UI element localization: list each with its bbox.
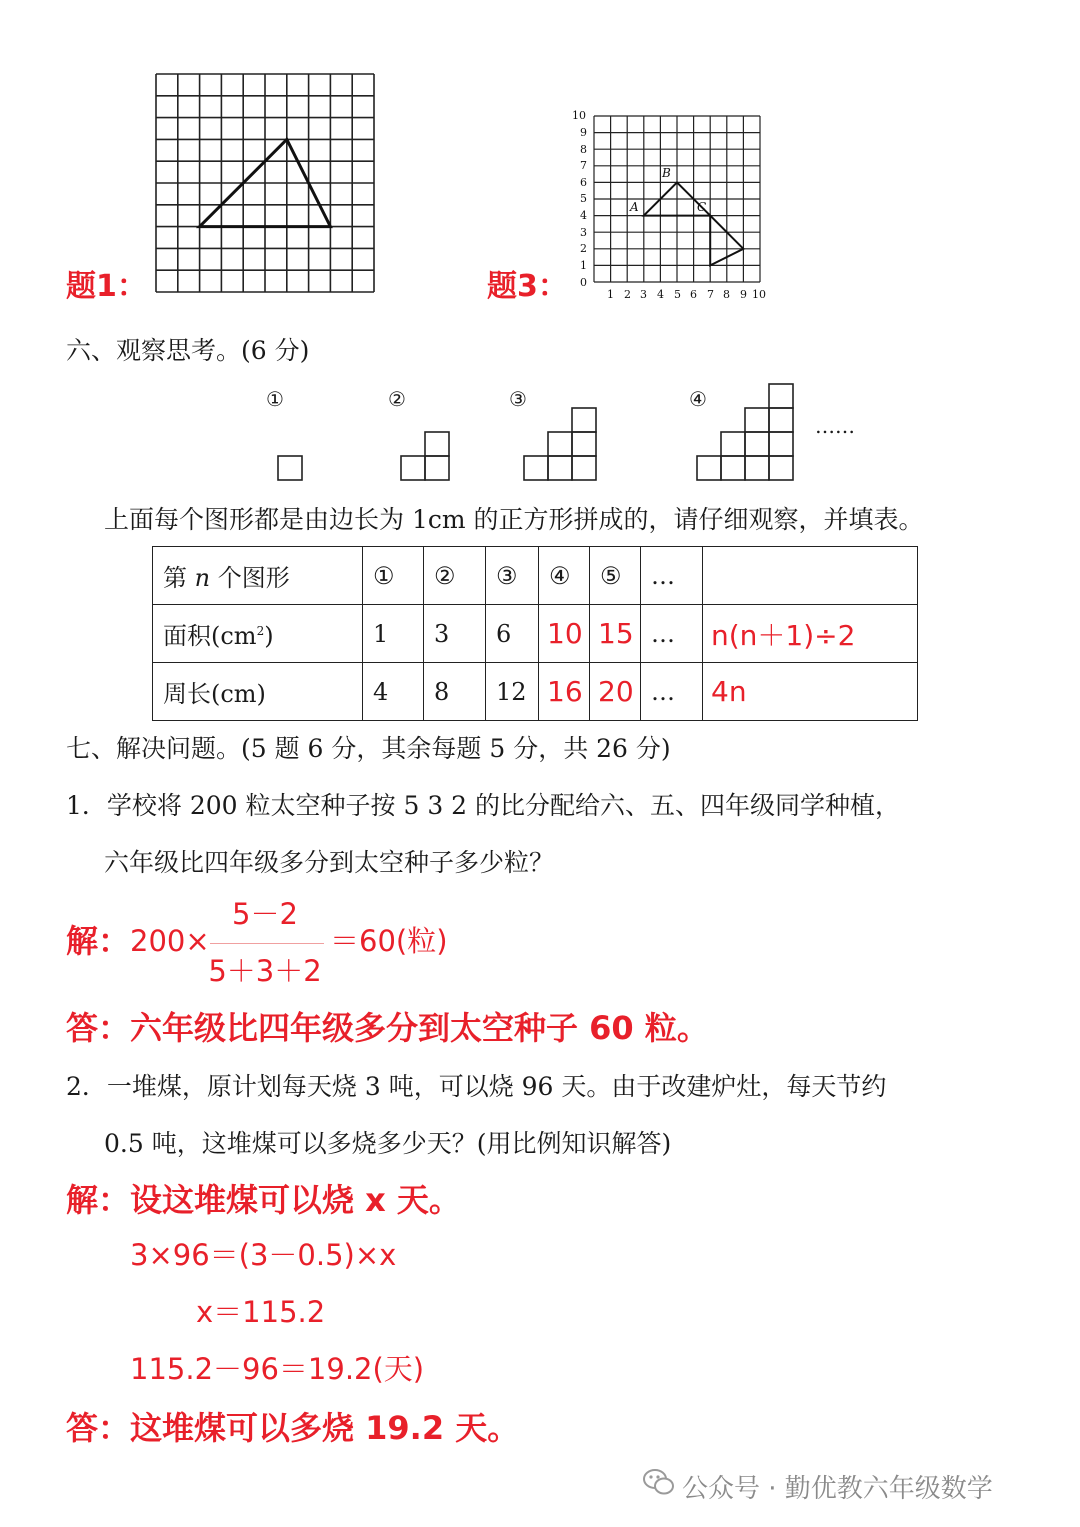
- x-tick: 2: [624, 288, 631, 301]
- y-tick: 6: [580, 176, 587, 189]
- point-b-label: B: [662, 166, 671, 180]
- table-cell: ③: [486, 547, 539, 605]
- table-row-header: 周长(cm): [153, 663, 363, 721]
- section7-heading: 七、解决问题。(5 题 6 分，其余每题 5 分，共 26 分): [66, 734, 671, 763]
- x-tick: 1: [607, 288, 614, 301]
- table-row: [153, 547, 918, 605]
- table-cell: 1: [363, 605, 424, 663]
- table-cell: 6: [486, 605, 539, 663]
- q1-fraction-numerator: 5－2: [232, 897, 298, 931]
- table-cell: ④: [539, 547, 590, 605]
- pattern-table: [152, 546, 918, 721]
- table-row: [153, 663, 918, 721]
- figure-4-label: ④: [689, 387, 707, 411]
- area-formula-cell: n(n＋1)÷2: [703, 605, 918, 663]
- q1-text-line1: 1．学校将 200 粒太空种子按 5 3 2 的比分配给六、五、四年级同学种植，: [66, 791, 901, 820]
- y-tick: 10: [572, 109, 586, 122]
- figures-ellipsis: ……: [815, 414, 855, 438]
- table-row-header: 面积$(cm^2)$: [153, 605, 363, 663]
- q2-answer: 答：这堆煤可以多烧 19.2 天。: [66, 1409, 520, 1447]
- y-tick: 9: [580, 126, 587, 139]
- y-tick: 4: [580, 209, 587, 222]
- answer-cell: 10: [539, 605, 590, 663]
- q2-step3: 115.2－96＝19.2(天): [130, 1352, 425, 1386]
- x-tick: 4: [657, 288, 664, 301]
- perimeter-formula-cell: 4n: [703, 663, 918, 721]
- answer-cell: 15: [590, 605, 641, 663]
- problem3-coordinate-grid: [570, 104, 770, 304]
- answer-cell: 16: [539, 663, 590, 721]
- point-c-label: C: [697, 200, 707, 214]
- x-tick: 9: [740, 288, 747, 301]
- x-tick: 8: [723, 288, 730, 301]
- q1-fraction-denominator: 5＋3＋2: [208, 954, 322, 988]
- table-cell: 4: [363, 663, 424, 721]
- y-tick: 5: [580, 192, 587, 205]
- q1-text-line2: 六年级比四年级多分到太空种子多少粒？: [104, 848, 555, 877]
- table-cell: …: [641, 605, 703, 663]
- answer-cell: 20: [590, 663, 641, 721]
- table-cell: 12: [486, 663, 539, 721]
- table-row: [153, 605, 918, 663]
- x-tick: 3: [640, 288, 647, 301]
- table-cell: …: [641, 663, 703, 721]
- problem3-label: 题3：: [487, 269, 568, 304]
- table-cell: …: [641, 547, 703, 605]
- x-tick: 6: [690, 288, 697, 301]
- table-cell: 8: [424, 663, 486, 721]
- figure-1-label: ①: [266, 387, 284, 411]
- y-tick: 0: [580, 276, 587, 289]
- y-tick: 8: [580, 143, 587, 156]
- y-tick: 1: [580, 259, 587, 272]
- q1-answer: 答：六年级比四年级多分到太空种子 60 粒。: [66, 1009, 709, 1047]
- table-cell: ①: [363, 547, 424, 605]
- problem1-grid: [150, 68, 380, 298]
- q2-text-line1: 2．一堆煤，原计划每天烧 3 吨，可以烧 96 天。由于改建炉灶，每天节约: [66, 1072, 887, 1101]
- y-tick: 2: [580, 242, 587, 255]
- section6-heading: 六、观察思考。(6 分): [66, 336, 310, 365]
- y-tick: 3: [580, 226, 587, 239]
- q1-fraction-bar: [210, 943, 324, 944]
- q1-solve-pre: 200×: [130, 924, 210, 958]
- table-row-header: 第 n 个图形: [153, 547, 363, 605]
- q2-text-line2: 0.5 吨，这堆煤可以多烧多少天？(用比例知识解答): [104, 1129, 672, 1158]
- x-tick: 7: [707, 288, 714, 301]
- figure-2-label: ②: [388, 387, 406, 411]
- problem1-label: 题1：: [66, 269, 147, 304]
- q2-solve-setup: 解：设这堆煤可以烧 x 天。: [66, 1181, 461, 1219]
- y-tick: 7: [580, 159, 587, 172]
- staircase-figures: [270, 380, 830, 484]
- x-tick: 5: [674, 288, 681, 301]
- table-cell: ②: [424, 547, 486, 605]
- table-cell: 3: [424, 605, 486, 663]
- watermark-text: 公众号 · 勤优教六年级数学: [682, 1474, 993, 1504]
- x-tick: 10: [752, 288, 766, 301]
- q1-solve-label: 解：: [66, 922, 131, 960]
- point-a-label: A: [630, 200, 639, 214]
- section6-instruction: 上面每个图形都是由边长为 1cm 的正方形拼成的，请仔细观察，并填表。: [104, 505, 924, 534]
- q2-step1: 3×96＝(3－0.5)×x: [130, 1238, 397, 1272]
- table-cell: [703, 547, 918, 605]
- q2-step2: x＝115.2: [196, 1295, 326, 1329]
- wechat-icon: [642, 1466, 676, 1498]
- q1-solve-post: ＝60(粒): [330, 924, 448, 958]
- figure-3-label: ③: [509, 387, 527, 411]
- table-cell: ⑤: [590, 547, 641, 605]
